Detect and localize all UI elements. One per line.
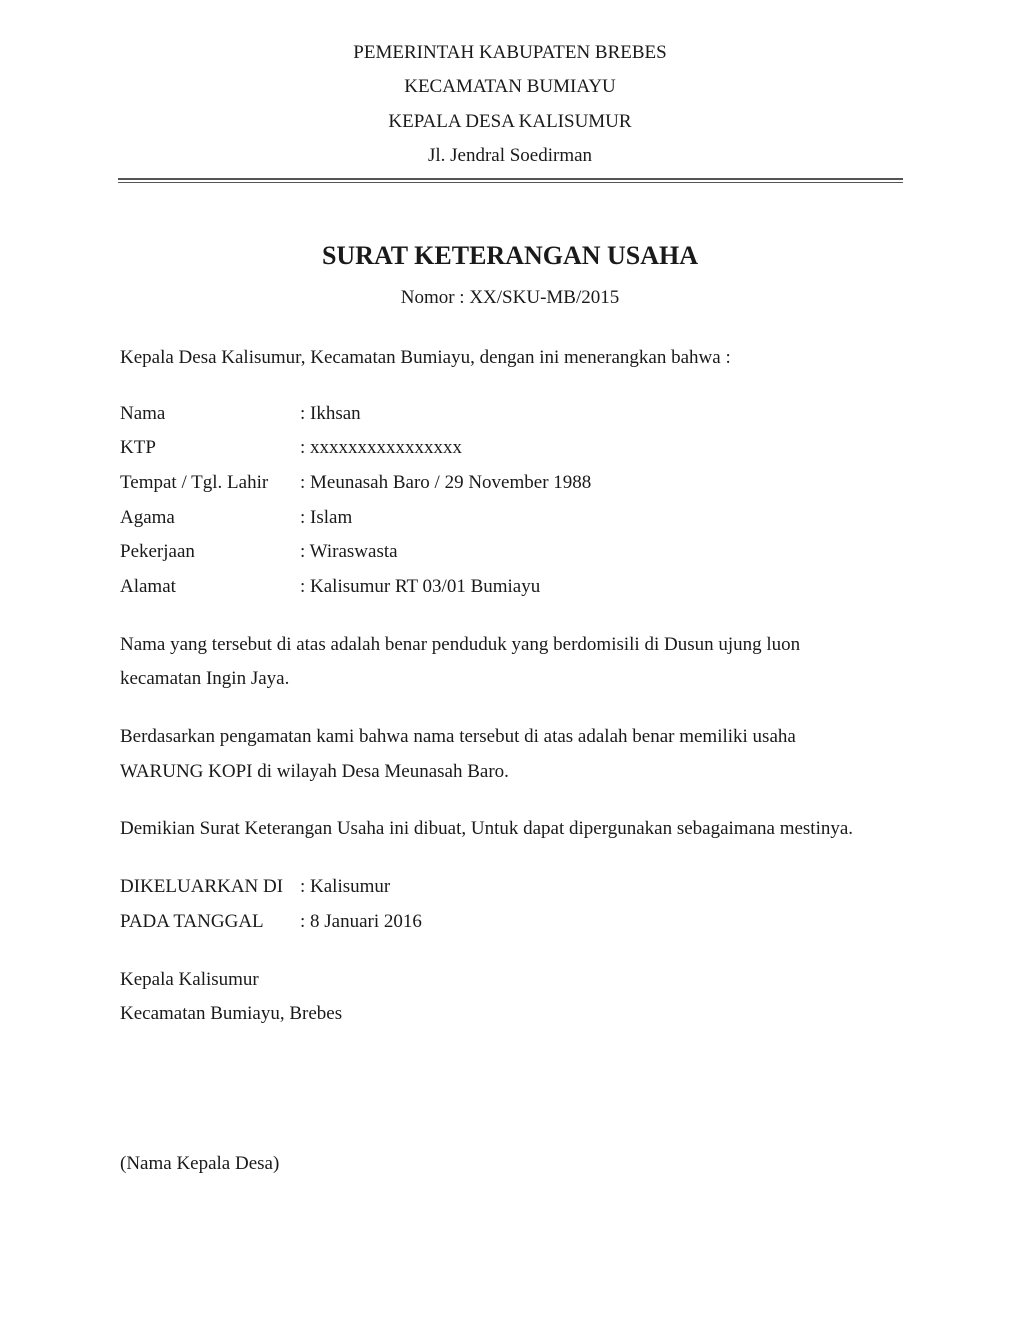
letterhead-line-address: Jl. Jendral Soedirman	[427, 145, 593, 166]
letterhead-divider-top	[118, 178, 903, 180]
field-value-nama: : Ikhsan	[300, 403, 361, 424]
issued-place-value: : Kalisumur	[300, 876, 391, 897]
document-title: SURAT KETERANGAN USAHA	[321, 241, 699, 270]
paragraph-business-line-1: Berdasarkan pengamatan kami bahwa nama tersebut di atas adalah benar memiliki usaha	[120, 726, 796, 747]
letterhead-line-government: PEMERINTAH KABUPATEN BREBES	[353, 42, 667, 63]
field-value-birth: : Meunasah Baro / 29 November 1988	[300, 472, 592, 493]
issued-date-value: : 8 Januari 2016	[300, 911, 422, 932]
letterhead-divider-bottom	[118, 182, 903, 183]
paragraph-business-line-2: WARUNG KOPI di wilayah Desa Meunasah Baro.	[120, 761, 509, 782]
field-label-ktp: KTP	[120, 437, 156, 458]
field-label-agama: Agama	[120, 507, 175, 528]
field-label-birth: Tempat / Tgl. Lahir	[120, 472, 269, 493]
signatory-name: (Nama Kepala Desa)	[120, 1153, 280, 1174]
paragraph-domicile-line-2: kecamatan Ingin Jaya.	[120, 668, 290, 689]
field-label-pekerjaan: Pekerjaan	[120, 541, 195, 562]
letterhead-line-village-head: KEPALA DESA KALISUMUR	[388, 111, 632, 132]
intro-text: Kepala Desa Kalisumur, Kecamatan Bumiayu, dengan ini menerangkan bahwa :	[120, 347, 731, 368]
field-label-alamat: Alamat	[120, 576, 176, 597]
letterhead-line-district: KECAMATAN BUMIAYU	[404, 76, 616, 97]
field-value-pekerjaan: : Wiraswasta	[300, 541, 398, 562]
field-value-ktp: : xxxxxxxxxxxxxxxx	[300, 437, 463, 458]
document-number: Nomor : XX/SKU-MB/2015	[400, 287, 620, 308]
field-value-agama: : Islam	[300, 507, 353, 528]
field-label-nama: Nama	[120, 403, 166, 424]
signatory-district: Kecamatan Bumiayu, Brebes	[120, 1003, 343, 1024]
field-value-alamat: : Kalisumur RT 03/01 Bumiayu	[300, 576, 541, 597]
paragraph-domicile-line-1: Nama yang tersebut di atas adalah benar penduduk yang berdomisili di Dusun ujung luon	[120, 634, 801, 655]
issued-date-label: PADA TANGGAL	[120, 911, 264, 932]
issued-place-label: DIKELUARKAN DI	[120, 876, 284, 897]
signatory-title: Kepala Kalisumur	[120, 969, 259, 990]
paragraph-closing: Demikian Surat Keterangan Usaha ini dibuat, Untuk dapat dipergunakan sebagaimana mestinya.	[120, 818, 854, 839]
